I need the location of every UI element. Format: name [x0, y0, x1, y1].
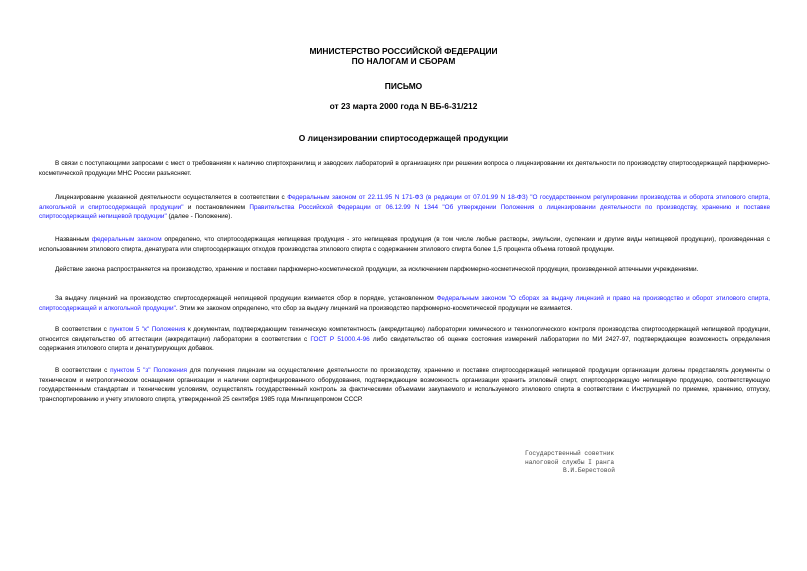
gost-51000-link[interactable]: ГОСТ Р 51000.4-96: [310, 335, 370, 343]
paragraph-text: для получения лицензии на осуществление деятельности по производству, хранению и поставке спиртосодержащей непищевой продукции организации должны представлять документы о техническом и метрологическом оснащении организации и наличии сертифицированного оборудования, подтверждающие возможность организации хранить этиловый спирт, спиртосодержащую непищевую продукцию, соответствующую государственным стандартам и техническим условиям, осуществлять государственный контроль за фактическими объемами закупаемого и используемого этилового спирта в соответствии с Инструкцией по приемке, хранению, отпуску, транспортированию и учету этилового спирта, утвержденной 25 сентября 1985 года Минпищепромом СССР.: [39, 367, 770, 403]
paragraph-2: [39, 193, 770, 222]
signature-position: Государственный советник: [525, 450, 615, 457]
paragraph-3: [39, 235, 770, 254]
paragraph-text: к документам, подтверждающим техническую компетентность (аккредитацию) лаборатории химического и технологического контроля производства спиртосодержащей непищевой продукции, относится свидетельство об аттестации (аккредитации) лаборатории в соответствии с: [39, 326, 771, 343]
paragraph-1: [39, 159, 770, 178]
clause-5z-link[interactable]: пунктом 5 "з" Положения: [110, 367, 187, 374]
paragraph-text: Лицензирование указанной деятельности осуществляется в соответствии с: [55, 194, 288, 201]
ministry-line-1: МИНИСТЕРСТВО РОССИЙСКОЙ ФЕДЕРАЦИИ: [309, 46, 498, 56]
paragraph-text: либо свидетельство об оценке состояния измерений лаборатории по МИ 2427-97, подтверждающее возможность определения содержания этилового спирта и денатурирующих добавок.: [39, 335, 770, 353]
signature-rank: налоговой службы I ранга: [525, 458, 615, 466]
paragraph-text: и постановлением: [183, 203, 250, 211]
clause-5k-link[interactable]: пунктом 5 "к" Положения: [109, 326, 186, 333]
document-subject: О лицензировании спиртосодержащей продукции: [298, 133, 509, 143]
federal-law-link[interactable]: федеральным законом: [91, 236, 162, 243]
paragraph-4: [39, 265, 770, 275]
paragraph-5: [39, 294, 770, 313]
paragraph-text: За выдачу лицензий на производство спиртосодержащей непищевой продукции взимается сбор в порядке, установленном: [55, 295, 437, 302]
paragraph-text: Названным: [55, 236, 92, 243]
law-171-fz-link[interactable]: Федеральным законом от 22.11.95 N 171-ФЗ (в редакции от 07.01.99 N 18-ФЗ) "О государственном регулировании производства и оборота этилового спирта, алкогольной и спиртосодержащей продукции": [39, 194, 770, 211]
signature-block: [525, 450, 615, 476]
ministry-line-2: ПО НАЛОГАМ И СБОРАМ: [351, 56, 456, 66]
paragraph-text: В связи с поступающими запросами с мест о требованиям к наличию спиртохранилищ и заводских лабораторий в организациях при решении вопроса о лицензировании их деятельности по производству спиртосодержащей парфюмерно-косметической продукции МНС России разъясняет.: [39, 160, 770, 177]
ministry-name: [0, 46, 807, 66]
paragraph-text: В соответствии с: [55, 326, 110, 333]
paragraph-text: Действие закона распространяется на производство, хранение и поставки парфюмерно-косметической продукции, за исключением парфюмерно-косметической продукции, произведенной аптечными учреждениями.: [55, 266, 699, 273]
paragraph-text: . Этим же законом определено, что сбор за выдачу лицензий на производство парфюмерно-косметической продукции не взимается.: [175, 304, 573, 312]
government-decree-1344-link[interactable]: Правительства Российской Федерации от 06.12.99 N 1344 "Об утверждении Положения о лицензировании деятельности по производству, хранению и поставке спиртосодержащей непищевой продукции": [39, 203, 770, 221]
signature-name: В.И.Берестовой: [563, 467, 615, 475]
paragraph-6: [39, 325, 770, 354]
paragraph-text: (далее - Положение).: [166, 213, 233, 221]
document-type: ПИСЬМО: [384, 81, 423, 91]
document-date-number: от 23 марта 2000 года N ВБ-6-31/212: [329, 101, 478, 111]
paragraph-text: определено, что спиртосодержащая непищевая продукция - это непищевая продукция (в том числе любые растворы, эмульсии, суспензии и другие виды непищевой продукции), произведенная с использованием этилового спирта, денатурата или спиртосодержащих отходов производства этилового спирта с содержанием этилового спирта более 1,5 процента объема готовой продукции.: [39, 236, 770, 253]
paragraph-text: В соответствии с: [55, 367, 111, 374]
paragraph-7: [39, 366, 770, 404]
license-fee-law-link[interactable]: Федеральным законом "О сборах за выдачу лицензий и право на производство и оборот этилового спирта, спиртосодержащей и алкогольной продукции": [39, 295, 770, 312]
